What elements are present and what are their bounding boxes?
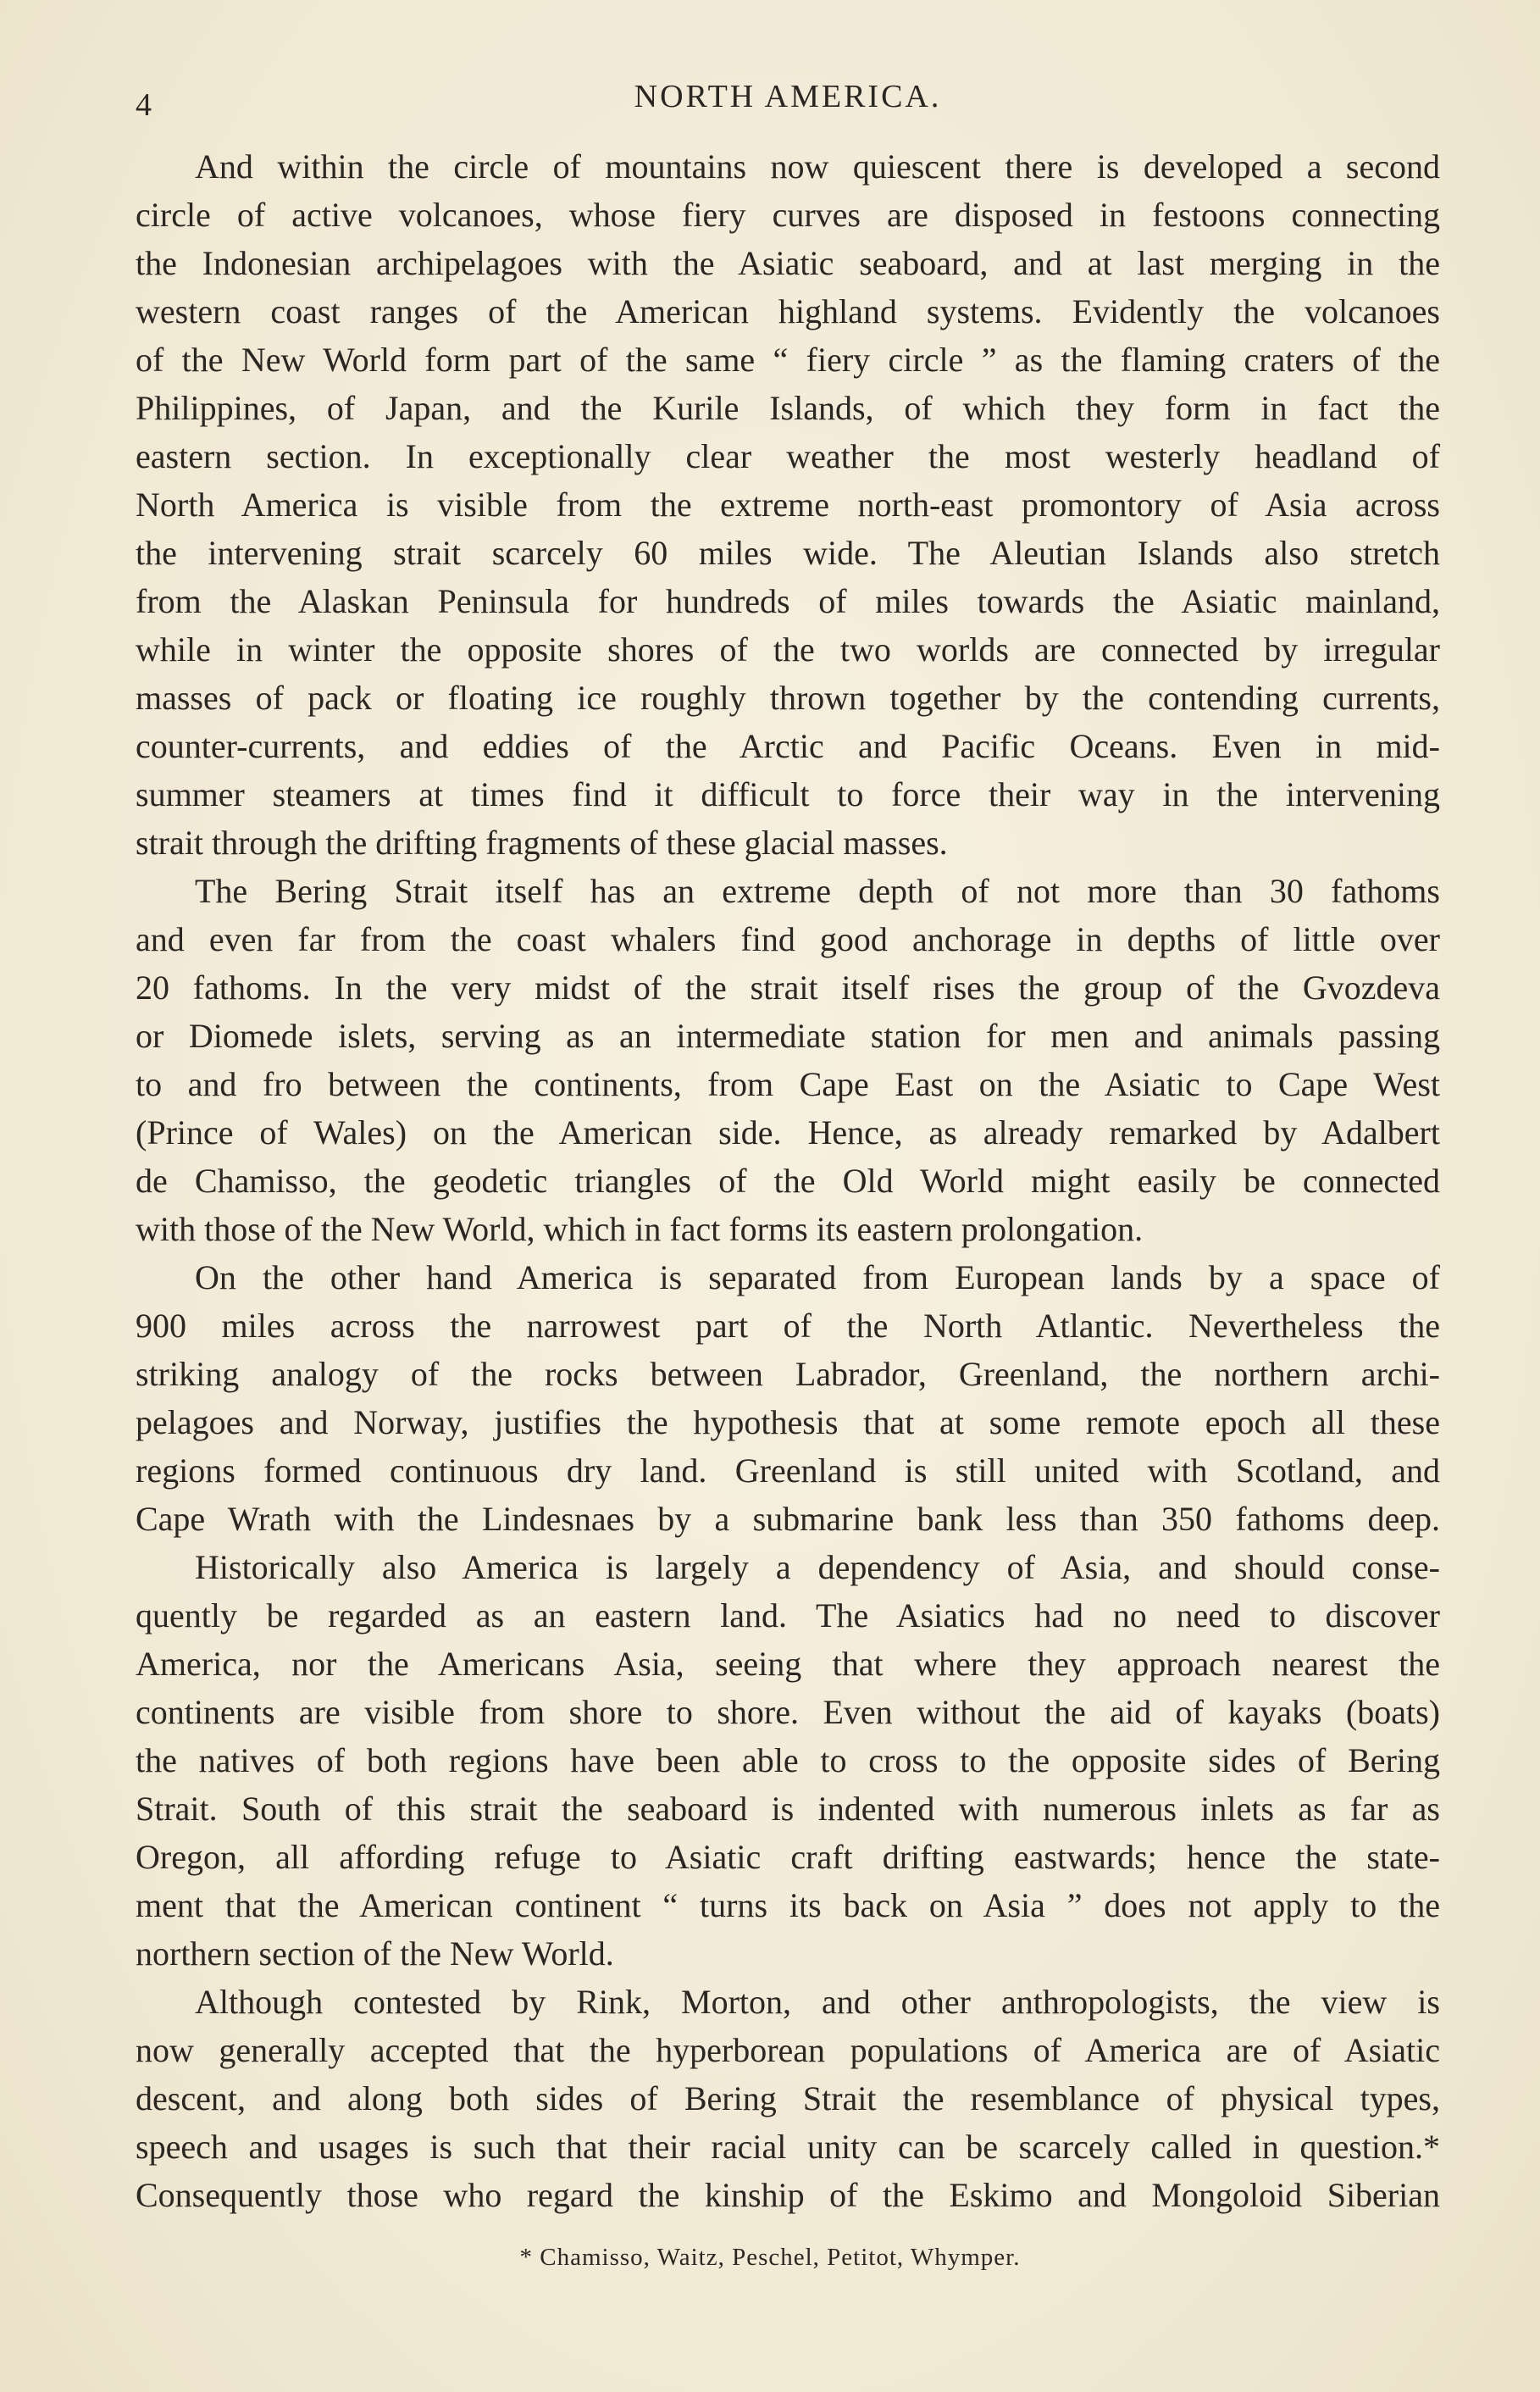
text-line: the Indonesian archipelagoes with the Asiatic seaboard, and at last merging in the [136, 244, 1440, 282]
footnote: * Chamisso, Waitz, Peschel, Petitot, Whymper. [519, 2244, 1021, 2271]
text-line: the natives of both regions have been able to cross to the opposite sides of Bering [136, 1741, 1440, 1779]
running-title: NORTH AMERICA. [634, 79, 942, 114]
text-line: masses of pack or floating ice roughly thrown together by the contending currents, [136, 679, 1440, 717]
running-head [136, 78, 1440, 129]
text-line: de Chamisso, the geodetic triangles of the Old World might easily be connected [136, 1162, 1440, 1200]
text-line: Cape Wrath with the Lindesnaes by a submarine bank less than 350 fathoms deep. [136, 1500, 1440, 1538]
text-line: pelagoes and Norway, justifies the hypothesis that at some remote epoch all these [136, 1403, 1440, 1441]
text-line: North America is visible from the extreme north-east promontory of Asia across [136, 486, 1440, 524]
text-line: to and fro between the continents, from Cape East on the Asiatic to Cape West [136, 1065, 1440, 1103]
text-line: Oregon, all affording refuge to Asiatic craft drifting eastwards; hence the state- [136, 1838, 1440, 1876]
text-line: speech and usages is such that their racial unity can be scarcely called in question.* [136, 2128, 1440, 2166]
text-line: or Diomede islets, serving as an intermediate station for men and animals passing [136, 1017, 1440, 1055]
text-line: ment that the American continent “ turns its back on Asia ” does not apply to the [136, 1886, 1440, 1924]
text-line: circle of active volcanoes, whose fiery curves are disposed in festoons connecting [136, 196, 1440, 234]
text-line: (Prince of Wales) on the American side. Hence, as already remarked by Adalbert [136, 1113, 1440, 1152]
text-line: The Bering Strait itself has an extreme depth of not more than 30 fathoms [195, 872, 1440, 910]
text-line: eastern section. In exceptionally clear weather the most westerly headland of [136, 437, 1440, 475]
text-line: summer steamers at times find it difficult to force their way in the intervening [136, 775, 1440, 813]
text-line: Although contested by Rink, Morton, and other anthropologists, the view is [195, 1983, 1440, 2021]
text-line: from the Alaskan Peninsula for hundreds of miles towards the Asiatic mainland, [136, 582, 1440, 620]
text-line: western coast ranges of the American highland systems. Evidently the volcanoes [136, 292, 1440, 330]
text-line: Philippines, of Japan, and the Kurile Islands, of which they form in fact the [136, 389, 1440, 427]
text-line: Strait. South of this strait the seaboard is indented with numerous inlets as far as [136, 1790, 1440, 1828]
text-line: northern section of the New World. [136, 1934, 614, 1973]
text-line: descent, and along both sides of Bering Strait the resemblance of physical types, [136, 2079, 1440, 2117]
text-line: America, nor the Americans Asia, seeing that where they approach nearest the [136, 1645, 1440, 1683]
text-line: and even far from the coast whalers find good anchorage in depths of little over [136, 920, 1440, 958]
text-line: now generally accepted that the hyperborean populations of America are of Asiatic [136, 2031, 1440, 2069]
text-line: continents are visible from shore to shore. Even without the aid of kayaks (boats) [136, 1693, 1440, 1731]
text-line: with those of the New World, which in fact forms its eastern prolongation. [136, 1210, 1144, 1248]
body-text [136, 142, 1440, 2219]
text-line: striking analogy of the rocks between Labrador, Greenland, the northern archi- [136, 1355, 1440, 1393]
text-line: Consequently those who regard the kinship of the Eskimo and Mongoloid Siberian [136, 2176, 1440, 2214]
text-line: And within the circle of mountains now quiescent there is developed a second [195, 147, 1440, 186]
text-line: 900 miles across the narrowest part of the North Atlantic. Nevertheless the [136, 1307, 1440, 1345]
text-line: strait through the drifting fragments of these glacial masses. [136, 824, 948, 862]
text-line: while in winter the opposite shores of the two worlds are connected by irregular [136, 630, 1440, 669]
text-line: On the other hand America is separated from European lands by a space of [195, 1258, 1440, 1296]
page-number: 4 [136, 87, 152, 123]
text-line: Historically also America is largely a dependency of Asia, and should conse- [195, 1548, 1440, 1586]
text-line: counter-currents, and eddies of the Arctic and Pacific Oceans. Even in mid- [136, 727, 1440, 765]
text-line: regions formed continuous dry land. Greenland is still united with Scotland, and [136, 1451, 1440, 1490]
text-line: of the New World form part of the same “ fiery circle ” as the flaming craters of the [136, 341, 1440, 379]
text-line: the intervening strait scarcely 60 miles wide. The Aleutian Islands also stretch [136, 534, 1440, 572]
text-line: 20 fathoms. In the very midst of the strait itself rises the group of the Gvozdeva [136, 968, 1440, 1007]
text-line: quently be regarded as an eastern land. The Asiatics had no need to discover [136, 1596, 1440, 1634]
